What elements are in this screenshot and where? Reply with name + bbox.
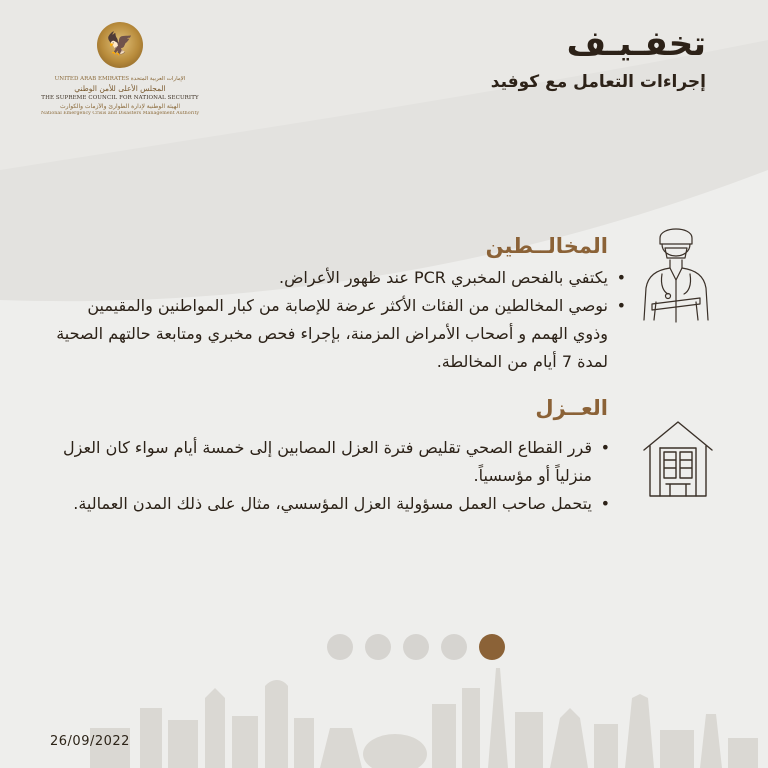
logo-text-line-3: THE SUPREME COUNCIL FOR NATIONAL SECURITY	[41, 95, 199, 101]
doctor-icon	[638, 222, 714, 332]
pagination-dot[interactable]	[327, 634, 353, 660]
page-title: تخفـيـف	[566, 24, 706, 64]
list-item: • يكتفي بالفحص المخبري PCR عند ظهور الأعراض.	[48, 264, 608, 292]
list-item: • نوصي المخالطين من الفئات الأكثر عرضة للإصابة من كبار المواطنين والمقيمين وذوي الهمم و أصحاب الأمراض المزمنة، بإجراء فحص مخبري ومتابعة حالتهم الصحية لمدة 7 أيام من المخالطة.	[48, 292, 608, 376]
isolation-list	[32, 434, 612, 518]
city-skyline	[0, 658, 768, 768]
list-item: • يتحمل صاحب العمل مسؤولية العزل المؤسسي، مثال على ذلك المدن العمالية.	[32, 490, 592, 518]
pagination-dot-active[interactable]	[479, 634, 505, 660]
list-item: • قرر القطاع الصحي تقليص فترة العزل المصابين إلى خمسة أيام سواء كان العزل منزلياً أو مؤسسياً.	[32, 434, 592, 490]
logo-text-line-5: National Emergency Crisis and Disasters Management Authority	[40, 111, 200, 116]
logo-text-line-2: المجلس الأعلى للأمن الوطني	[74, 84, 166, 93]
house-icon	[640, 418, 716, 502]
pagination-dot[interactable]	[365, 634, 391, 660]
pagination-dot[interactable]	[441, 634, 467, 660]
logo-text-line-4: الهيئة الوطنية لإدارة الطوارئ والأزمات والكوارث	[59, 103, 180, 110]
section-heading-isolation: العــزل	[535, 396, 608, 420]
pagination-dots	[327, 634, 505, 660]
falcon-emblem-icon: 🦅	[97, 22, 143, 68]
authority-logo	[40, 22, 200, 132]
logo-text-line-1: UNITED ARAB EMIRATES الإمارات العربية المتحدة	[54, 76, 186, 82]
section-heading-contacts: المخالــطين	[485, 234, 608, 258]
pagination-dot[interactable]	[403, 634, 429, 660]
publish-date: 26/09/2022	[50, 734, 130, 749]
page-subtitle: إجراءات التعامل مع كوفيد	[490, 72, 706, 92]
contacts-list	[48, 264, 628, 376]
